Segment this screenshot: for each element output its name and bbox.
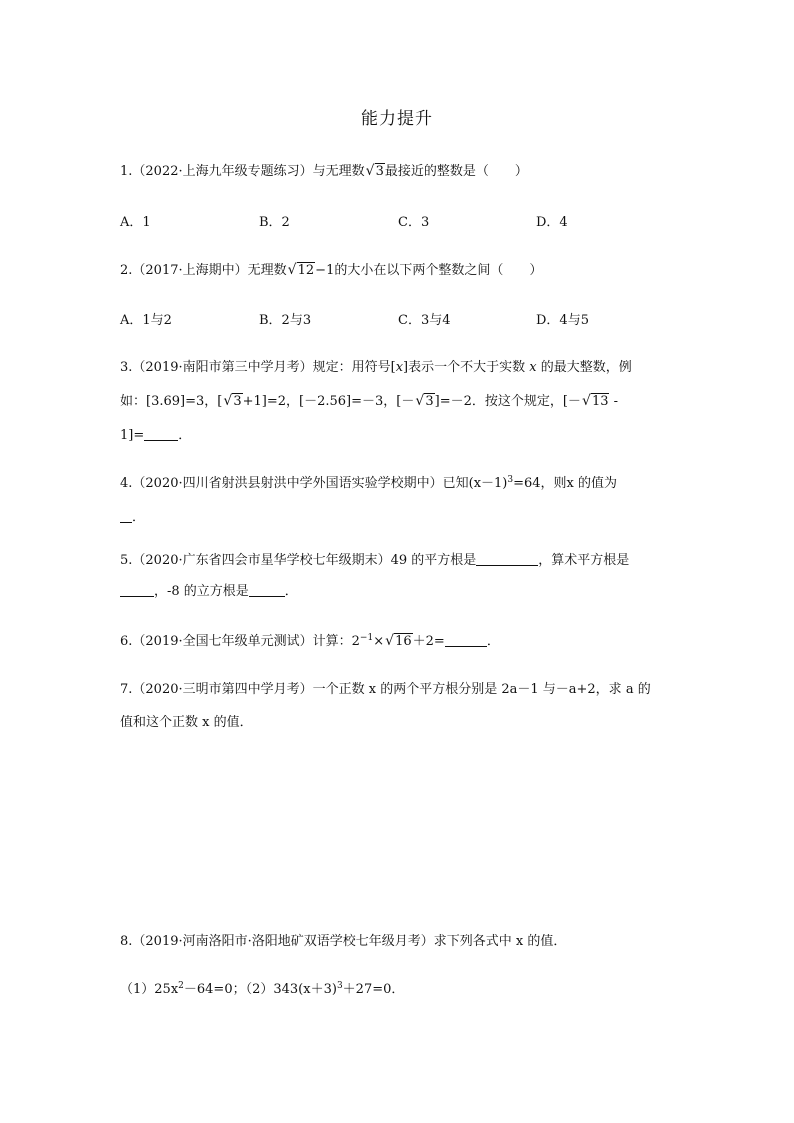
q1-option-c: C．3 <box>398 215 430 230</box>
question-3-line-2 <box>120 392 680 412</box>
q1-option-b: B．2 <box>259 215 290 230</box>
q3-line1-c: 的最大整数，例 <box>536 360 632 375</box>
q1-text-a: 1.（2022·上海九年级专题练习）与无理数 <box>120 164 365 179</box>
q8-exponent-1: 2 <box>178 981 184 991</box>
q8-part-1-a: （1）25x <box>120 982 179 997</box>
question-3-line-1 <box>120 358 680 378</box>
q3-line2-a: 如：[3.69]=3，[ <box>120 394 223 409</box>
q3-line2-d: - <box>609 394 619 409</box>
q8-exponent-2: 3 <box>336 981 343 991</box>
q4-line2: ． <box>132 510 146 525</box>
q3-line1-b: ]表示一个不大于实数 <box>403 360 530 375</box>
q2-option-d: D．4与5 <box>536 313 589 328</box>
sqrt-3-a: √ 3 <box>223 393 242 409</box>
question-8-line-2 <box>120 980 680 1000</box>
q6-text-c: ＋2= <box>412 634 445 649</box>
q3-line3-a: 1]= <box>120 428 145 443</box>
question-4-line-2 <box>120 508 680 528</box>
sqrt-13: √ 13 <box>581 393 609 409</box>
q2-text-c: 的大小在以下两个整数之间（ ） <box>334 263 543 278</box>
q5-blank-1[interactable] <box>476 551 538 566</box>
q6-text-d: ． <box>486 634 500 649</box>
q5-blank-2[interactable] <box>120 582 154 597</box>
q2-option-b: B．2与3 <box>259 313 312 328</box>
q5-line2-b: ． <box>284 584 298 599</box>
q3-line1-a: 3.（2019·南阳市第三中学月考）规定：用符号[ <box>120 360 396 375</box>
q5-line1-a: 5.（2020·广东省四会市星华学校七年级期末）49 的平方根是 <box>120 553 477 568</box>
question-5-line-2 <box>120 582 680 602</box>
q4-line1-b: =64，则x 的值为 <box>513 476 618 491</box>
q2-option-c: C．3与4 <box>398 313 451 328</box>
q1-option-d: D．4 <box>536 215 568 230</box>
question-3-line-3 <box>120 426 680 446</box>
q4-line1-a: 4.（2020·四川省射洪县射洪中学外国语实验学校期中）已知(x－1) <box>120 476 508 491</box>
question-5-line-1 <box>120 551 680 571</box>
sqrt-12: √ 12 <box>287 262 315 278</box>
q6-times: × <box>373 634 385 649</box>
sqrt-16: √ 16 <box>385 633 412 649</box>
question-6 <box>120 632 680 652</box>
q5-line2-a: ，-8 的立方根是 <box>154 584 249 599</box>
q2-option-a: A．1与2 <box>120 313 172 328</box>
q5-blank-3[interactable] <box>249 582 285 597</box>
q3-var-x2: x <box>529 360 537 375</box>
q4-exponent: 3 <box>507 475 514 485</box>
q4-answer-blank[interactable] <box>120 508 132 523</box>
question-8-line-1: 8.（2019·河南洛阳市·洛阳地矿双语学校七年级月考）求下列各式中 x 的值． <box>120 934 567 949</box>
question-7-line-2: 值和这个正数 x 的值． <box>120 715 253 730</box>
q6-text-a: 6.（2019·全国七年级单元测试）计算：2 <box>120 634 360 649</box>
q2-options <box>120 311 680 331</box>
q2-text-a: 2.（2017·上海期中）无理数 <box>120 263 287 278</box>
q8-part-2-a: －64=0；（2）343(x＋3) <box>183 982 337 997</box>
q6-exponent: −1 <box>359 633 374 643</box>
q3-line2-b: +1]=2，[－2.56]=－3，[－ <box>242 394 415 409</box>
q5-line1-b: ，算术平方根是 <box>538 553 630 568</box>
question-4-line-1 <box>120 474 680 494</box>
q1-options <box>120 213 680 233</box>
q3-answer-blank[interactable] <box>144 426 178 441</box>
q1-text-b: 最接近的整数是（ ） <box>384 164 528 179</box>
q3-line3-b: ． <box>178 428 192 443</box>
q3-line2-c: ]=－2．按这个规定，[－ <box>434 394 581 409</box>
q6-answer-blank[interactable] <box>445 632 487 647</box>
sqrt-3-b: √ 3 <box>415 393 434 409</box>
page-title: 能力提升 <box>361 109 433 129</box>
question-2 <box>120 261 680 281</box>
sqrt-3: √ 3 <box>365 163 384 179</box>
question-7-line-1: 7.（2020·三明市第四中学月考）一个正数 x 的两个平方根分别是 2a－1 与－a+2，求 a 的 <box>120 682 651 697</box>
q1-option-a: A．1 <box>120 215 151 230</box>
question-1 <box>120 162 680 182</box>
q2-minus-one: −1 <box>315 263 335 278</box>
q8-part-2-b: ＋27=0． <box>342 982 405 997</box>
q3-var-x: x <box>395 360 404 375</box>
